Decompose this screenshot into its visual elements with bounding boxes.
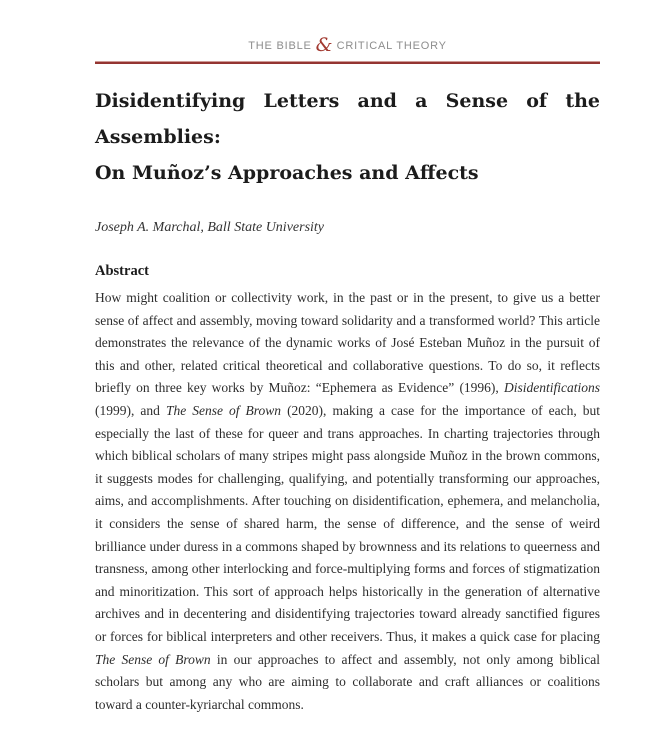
- masthead-brand-prefix: THE BIBLE: [248, 40, 312, 52]
- article-title-line2: Assemblies:: [95, 126, 221, 148]
- journal-masthead: [95, 32, 600, 54]
- abstract-paragraph: How might coalition or collectivity work, in the past or in the present, to give us a better sense of affect and assembly, moving toward solidarity and a transformed world? This article demonstrates the relevance of the dynamic works of José Esteban Muñoz in the pursuit of this and other, related critical theoretical and collaborative questions. To do so, it reflects briefly on three key works by Muñoz: “Ephemera as Evidence” (1996), Disidentifications (1999), and The Sense of Brown (2020), making a case for the importance of each, but especially the last of these for queer and trans approaches. In charting trajectories through which biblical scholars of many stripes might pass alongside Muñoz in the brown commons, it suggests modes for challenging, qualifying, and potentially transforming our approaches, aims, and accomplishments. After touching on disidentification, ephemera, and melancholia, it considers the sense of shared harm, the sense of difference, and the sense of weird brilliance under duress in a commons shaped by brownness and its relations to queerness and transness, among other interlocking and force-multiplying forms and forces of stigmatization and minoritization. This sort of approach helps historically in the generation of alternative archives and in decentering and disidentifying trajectories toward already sanctified figures or forces for biblical interpreters and other receivers. Thus, it makes a quick case for placing The Sense of Brown in our approaches to affect and assembly, not only among biblical scholars but among any who are aiming to collaborate and craft alliances or coalitions toward a counter-kyriarchal commons.: [95, 290, 601, 712]
- masthead-divider-rule: [95, 61, 600, 64]
- article-title-line1: Disidentifying Letters and a Sense of the: [95, 90, 600, 112]
- article-title: [95, 83, 600, 191]
- masthead-brand-suffix: CRITICAL THEORY: [336, 40, 447, 52]
- page-content-column: [95, 0, 600, 716]
- masthead-ampersand: &: [315, 34, 333, 56]
- abstract-heading: Abstract: [95, 263, 149, 279]
- article-title-line3: On Muñoz’s Approaches and Affects: [95, 162, 479, 184]
- author-byline: Joseph A. Marchal, Ball State University: [95, 220, 325, 235]
